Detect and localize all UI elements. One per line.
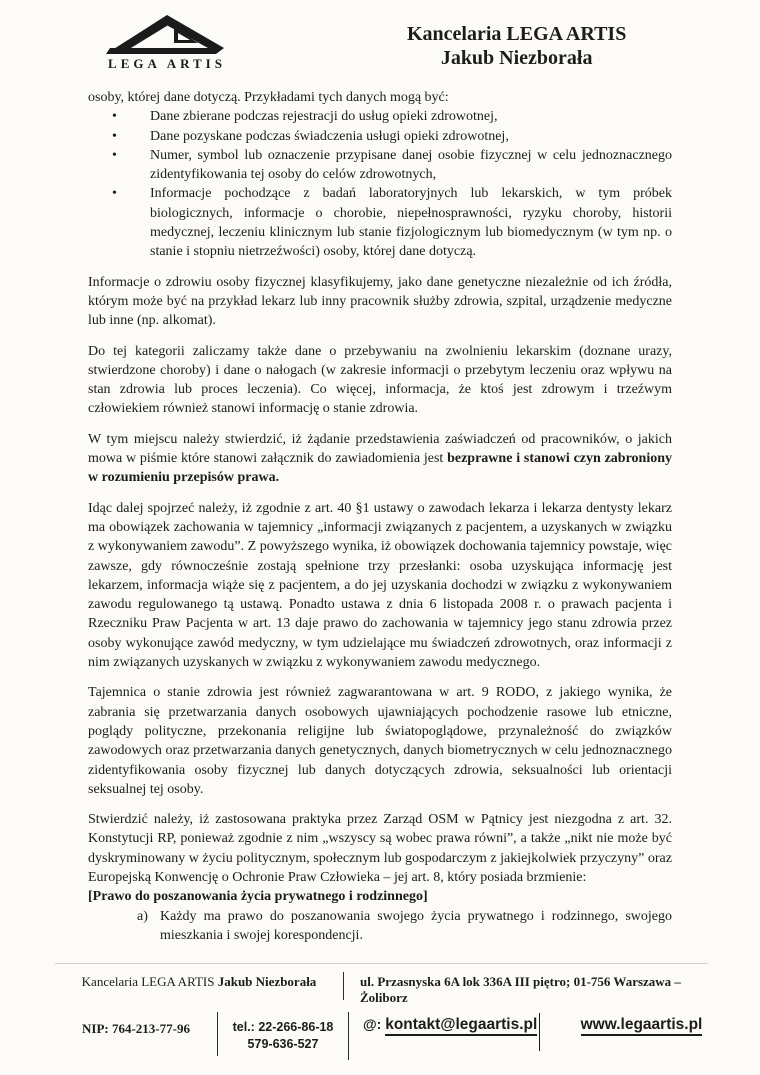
footer-phone-number-2: 579-636-527 <box>247 1037 319 1051</box>
intro-line: osoby, której dane dotyczą. Przykładami tych danych mogą być: <box>88 90 449 105</box>
footer-email-block <box>349 1012 575 1034</box>
paragraph-constitution: Stwierdzić należy, iż zastosowana praktyka przez Zarząd OSM w Pątnicy jest niezgodna z art. 32. Konstytucji RP, ponieważ zgodnie z nim „wszyscy są wobec prawa równi”, a także „nikt nie może być dyskryminowany w życiu politycznym, społecznym lub gospodarczym z jakiejkolwiek przyczyny” oraz Europejską Konwencję o Ochronie Praw Człowieka – jej art. 8, który posiada brzmienie: <box>88 812 672 885</box>
footer-email-link[interactable]: kontakt@legaartis.pl <box>385 1016 537 1036</box>
list-item-a-marker: a) <box>137 908 148 924</box>
footer-website-link[interactable]: www.legaartis.pl <box>581 1016 703 1036</box>
letter-body <box>0 72 760 945</box>
footer-firm-regular: Kancelaria LEGA ARTIS <box>81 974 215 989</box>
footer-firm-bold: Jakub Niezborała <box>217 974 317 989</box>
right-to-privacy-heading: [Prawo do poszanowania życia prywatnego i rodzinnego] <box>88 889 428 905</box>
list-item-a <box>88 907 672 946</box>
bullet-item: • Dane zbierane podczas rejestracji do usług opieki zdrowotnej, <box>88 107 672 126</box>
paragraph-unlawful-demand-text: W tym miejscu należy stwierdzić, iż żądanie przedstawienia zaświadczeń od pracowników, o jakich mowa w piśmie które stanowi załącznik do zawiadomienia jest <box>88 431 672 467</box>
letterhead-title <box>407 22 626 70</box>
footer-phone-label: tel.: <box>232 1020 255 1034</box>
footer-email-prefix: @: <box>363 1016 382 1032</box>
footer-phone-line1 <box>218 1019 348 1036</box>
footer-row-contacts <box>55 1012 708 1060</box>
lega-artis-logo-icon <box>104 14 230 58</box>
footer-address: ul. Przasnyska 6A lok 336A III piętro; 01-756 Warszawa – Żoliborz <box>360 974 681 1005</box>
firm-name-line: Kancelaria LEGA ARTIS <box>407 23 627 45</box>
paragraph-unlawful-demand <box>88 430 672 488</box>
footer-firm-name <box>55 972 344 1000</box>
logo-wordmark: LEGA ARTIS <box>108 56 226 71</box>
letterhead <box>0 0 760 72</box>
footer-phone-block <box>218 1012 349 1060</box>
owner-name-line: Jakub Niezborała <box>440 47 593 69</box>
bullet-item: • Numer, symbol lub oznaczenie przypisane danej osobie fizycznej w celu jednoznacznego zidentyfikowania tej osoby do celów zdrowotnych, <box>88 146 672 185</box>
letter-footer <box>55 963 708 1060</box>
paragraph-rodo-art9: Tajemnica o stanie zdrowia jest również zagwarantowana w art. 9 RODO, z jakiego wynika, że zabrania się przetwarzania danych osobowych ujawniających pochodzenie rasowe lub etniczne, poglądy polityczne, przekonania religijne lub światopoglądowe, przynależność do związków zawodowych oraz przetwarzania danych genetycznych, danych biometrycznych w celu jednoznacznego zidentyfikowania osoby fizycznej lub danych dotyczących zdrowia, seksualności lub orientacji seksualnej tej osoby. <box>88 685 672 797</box>
bullet-item: • Informacje pochodzące z badań laboratoryjnych lub lekarskich, w tym próbek biologicznych, informacje o chorobie, niepełnosprawności, ryzyku choroby, historii medycznej, leczeniu klinicznym lub stanie fizjologicznym lub biomedycznym (w tym np. o stanie i stopniu nietrzeźwości) osoby, której dane dotyczą. <box>88 184 672 261</box>
paragraph-doctor-secrecy: Idąc dalej spojrzeć należy, iż zgodnie z art. 40 §1 ustawy o zawodach lekarza i lekarza dentysty lekarz ma obowiązek zachowania w tajemnicy „informacji związanych z pacjentem, a uzyskanych w związku z wykonywaniem zawodu”. Z powyższego wynika, iż obowiązek dochowania tajemnicy powstaje, więc zawsze, gdy równocześnie zostają spełnione trzy przesłanki: osoba uzyskująca informację jest lekarzem, informacja wiąże się z pacjentem, a do jej uzyskania dochodzi w związku z wykonywaniem zawodu regulowanego tą ustawą. Ponadto ustawa z dnia 6 listopada 2008 r. o prawach pacjenta i Rzeczniku Praw Pacjenta w art. 13 daje prawo do zachowania w tajemnicy jego stanu zdrowia przez osoby wykonujące zawód medyczny, w tym udzielające mu świadczeń zdrowotnych, oraz informacji z nim związanych uzyskanych w związku z wykonywaniem zawodu medycznego. <box>88 500 672 671</box>
footer-phone-number-1: 22-266-86-18 <box>258 1020 334 1034</box>
footer-nip: NIP: 764-213-77-96 <box>55 1012 218 1056</box>
paragraph-unlawful-demand-bold: bezprawne i stanowi czyn zabroniony w rozumieniu przepisów prawa. <box>88 451 672 486</box>
bullet-item: • Dane pozyskane podczas świadczenia usługi opieki zdrowotnej, <box>88 127 672 146</box>
paragraph-sick-leave: Do tej kategorii zaliczamy także dane o przebywaniu na zwolnieniu lekarskim (doznane urazy, stwierdzone choroby) i dane o nałogach (w zakresie informacji o przebytym leczeniu oraz wpływu na stan zdrowia lub proces leczenia). Co więcej, informacja, że ktoś jest zdrowym i trzeźwym człowiekiem również stanowi informację o stanie zdrowia. <box>88 343 672 417</box>
list-item-a-text: Każdy ma prawo do poszanowania swojego życia prywatnego i rodzinnego, swojego mieszkania i swojej korespondencji. <box>160 908 672 943</box>
company-logo <box>92 14 242 72</box>
health-data-bullet-list <box>88 107 672 261</box>
footer-website-block <box>575 1012 708 1034</box>
footer-row-firm <box>55 972 708 1006</box>
paragraph-health-classification: Informacje o zdrowiu osoby fizycznej klasyfikujemy, jako dane genetyczne niezależnie od ich źródła, którym może być na przykład lekarz lub inny pracownik służby zdrowia, szpital, urządzenie medyczne lub inne (np. alkomat). <box>88 274 672 329</box>
